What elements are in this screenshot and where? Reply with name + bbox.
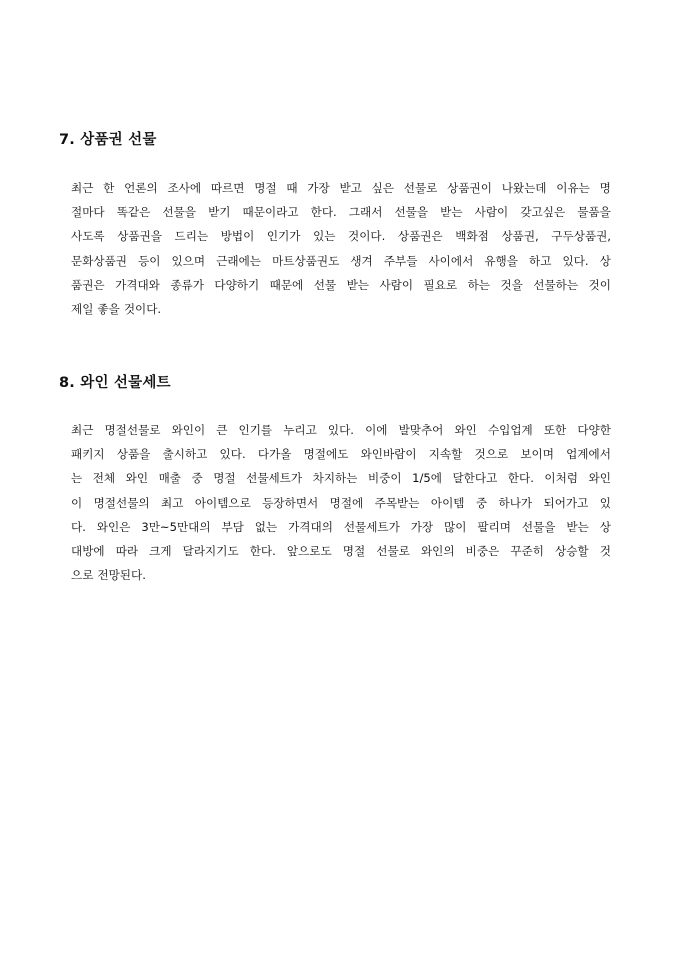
word: 유행을: [484, 253, 518, 268]
word: 선물로: [376, 543, 410, 558]
word: 명절선물로: [104, 423, 161, 437]
word: 와인바람이: [360, 447, 417, 462]
word: 와인의: [420, 543, 455, 558]
word: 업계에서: [566, 447, 611, 462]
word: 와인이: [171, 423, 206, 437]
word: 상: [599, 253, 611, 268]
word: 똑같은: [116, 205, 151, 220]
paragraph-wine-gift-set: [71, 418, 611, 587]
word: 싶은: [371, 181, 395, 195]
word: 상승할: [555, 543, 589, 558]
word: 출시하고: [162, 447, 208, 462]
word: 구두상품권,: [551, 229, 611, 244]
word: 으로: [71, 568, 94, 583]
text-line: [71, 563, 611, 587]
section-title-wine-gift-set: 8. 와인 선물세트: [59, 375, 171, 391]
word: 선물을: [521, 519, 556, 534]
word: 선물세트가: [343, 519, 400, 534]
word: 명절: [342, 543, 366, 558]
word: 되어가고: [543, 495, 589, 510]
word: 달한다고: [452, 471, 498, 486]
word: 주부들: [383, 253, 418, 268]
word: 이: [71, 495, 83, 510]
word: 패키지: [71, 447, 105, 462]
word: 많이: [444, 519, 467, 534]
word: 명절: [213, 471, 236, 486]
word: 보이며: [520, 447, 554, 462]
word: 가격대와: [115, 277, 160, 292]
word: 차지하는: [312, 471, 358, 486]
word: 필요로: [423, 277, 458, 292]
word: 따라: [115, 543, 139, 558]
word: 받는: [346, 277, 369, 292]
word: 아이템으로: [194, 495, 251, 510]
word: 선물세트가: [246, 471, 303, 486]
text-line: [71, 273, 611, 297]
word: 있는: [313, 229, 336, 244]
word: 없는: [254, 519, 278, 534]
word: 중: [191, 471, 203, 486]
word: 주목받는: [374, 495, 420, 510]
word: 명: [599, 181, 611, 195]
word: 중: [475, 495, 488, 510]
word: 선물하는: [533, 277, 579, 292]
word: 있: [599, 495, 611, 510]
word: 절마다: [71, 205, 105, 220]
word: 때문이라고: [242, 205, 299, 220]
word: 는: [71, 471, 83, 486]
word: 받는: [440, 205, 463, 220]
word: 사이에서: [428, 253, 474, 268]
word: 명절: [254, 181, 277, 195]
word: 와인: [125, 471, 149, 486]
word: 아이템: [430, 495, 465, 510]
word: 가장: [307, 181, 330, 195]
text-line: [71, 224, 611, 248]
word: 달라지기도: [182, 543, 239, 558]
word: 상품을: [116, 447, 151, 462]
word: 인기가: [266, 229, 301, 244]
word: 비중이: [367, 471, 402, 486]
word: 선물: [313, 277, 337, 292]
word: 것을: [500, 277, 523, 292]
word: 가격대의: [288, 519, 333, 534]
word: 좋을: [97, 301, 120, 316]
word: 선물을: [394, 205, 429, 220]
word: 갖고싶은: [520, 205, 566, 220]
word: 다.: [71, 519, 86, 534]
word: 부담: [221, 519, 244, 534]
word: 있으며: [171, 253, 206, 268]
word: 것이다.: [348, 229, 386, 244]
word: 한: [103, 181, 115, 195]
word: 한다.: [249, 543, 276, 558]
word: 방법이: [220, 229, 255, 244]
word: 전체: [92, 471, 116, 486]
word: 것: [599, 543, 611, 558]
word: 명절선물의: [93, 495, 150, 510]
word: 최근: [71, 423, 94, 437]
text-line: [71, 418, 611, 442]
section-title-gift-certificate: 7. 상품권 선물: [59, 132, 157, 148]
word: 상품권,: [501, 229, 539, 244]
word: 조사에: [167, 181, 202, 195]
word: 와인: [454, 423, 477, 437]
word: 최근: [71, 181, 94, 195]
word: 제일: [71, 301, 94, 316]
text-line: [71, 442, 611, 466]
word: 언론의: [124, 181, 158, 195]
word: 누리고: [283, 423, 317, 437]
word: 나왔는데: [501, 181, 547, 195]
word: 지속할: [428, 447, 463, 462]
word: 또한: [543, 423, 567, 437]
word: 하나가: [498, 495, 533, 510]
text-line: [71, 176, 611, 200]
word: 상: [599, 519, 611, 534]
word: 선물을: [162, 205, 196, 220]
word: 사도록: [71, 229, 105, 244]
word: 따르면: [210, 181, 245, 195]
word: 받고: [339, 181, 362, 195]
word: 선물로: [403, 181, 438, 195]
word: 이에: [365, 423, 388, 437]
word: 품권은: [71, 277, 105, 292]
word: 명절에: [329, 495, 364, 510]
text-line: [71, 539, 611, 563]
word: 상품권은: [397, 229, 443, 244]
word: 하고: [529, 253, 552, 268]
word: 대방에: [71, 543, 105, 558]
word: 다양한: [577, 423, 611, 437]
word: 1/5에: [412, 471, 442, 486]
word: 근래에는: [216, 253, 262, 268]
word: 비중은: [465, 543, 500, 558]
word: 발맞추어: [398, 423, 444, 437]
text-line: [71, 491, 611, 515]
word: 물품을: [577, 205, 611, 220]
word: 드리는: [174, 229, 209, 244]
paragraph-gift-certificate: [71, 176, 611, 321]
word: 이유는: [556, 181, 590, 195]
word: 가장: [410, 519, 434, 534]
word: 인기를: [238, 423, 273, 437]
word: 때: [286, 181, 298, 195]
word: 것이다.: [123, 301, 162, 316]
word: 등이: [138, 253, 161, 268]
word: 것이: [588, 277, 611, 292]
word: 때문에: [269, 277, 304, 292]
text-line: [71, 515, 611, 539]
word: 최고: [161, 495, 184, 510]
word: 꾸준히: [510, 543, 544, 558]
word: 큰: [216, 423, 228, 437]
word: 상품권이: [447, 181, 492, 195]
word: 3만~5만대의: [141, 519, 211, 534]
word: 매출: [158, 471, 181, 486]
word: 상품권을: [117, 229, 162, 244]
text-line: [71, 249, 611, 273]
word: 있다.: [562, 253, 589, 268]
word: 문화상품권: [71, 253, 127, 268]
word: 받는: [566, 519, 589, 534]
word: 있다.: [327, 423, 354, 437]
word: 마트상품권도: [272, 253, 340, 268]
word: 사람이: [379, 277, 414, 292]
word: 그래서: [348, 205, 383, 220]
word: 이처럼: [544, 471, 579, 486]
word: 다가올: [257, 447, 292, 462]
word: 전망된다.: [97, 568, 146, 583]
word: 있다.: [219, 447, 246, 462]
word: 종류가: [170, 277, 204, 292]
word: 와인은: [96, 519, 131, 534]
text-line: [71, 200, 611, 224]
word: 팔리며: [477, 519, 511, 534]
word: 한다.: [507, 471, 534, 486]
word: 수입업계: [487, 423, 533, 437]
word: 명절에도: [303, 447, 349, 462]
word: 등장하면서: [262, 495, 319, 510]
word: 하는: [467, 277, 490, 292]
word: 받기: [208, 205, 231, 220]
word: 것으로: [474, 447, 509, 462]
text-line: [71, 466, 611, 490]
word: 사람이: [474, 205, 509, 220]
word: 다양하기: [214, 277, 260, 292]
word: 한다.: [310, 205, 337, 220]
word: 크게: [149, 543, 172, 558]
word: 앞으로도: [286, 543, 332, 558]
word: 와인: [588, 471, 611, 486]
text-line: [71, 297, 611, 321]
word: 생겨: [350, 253, 373, 268]
word: 백화점: [455, 229, 489, 244]
